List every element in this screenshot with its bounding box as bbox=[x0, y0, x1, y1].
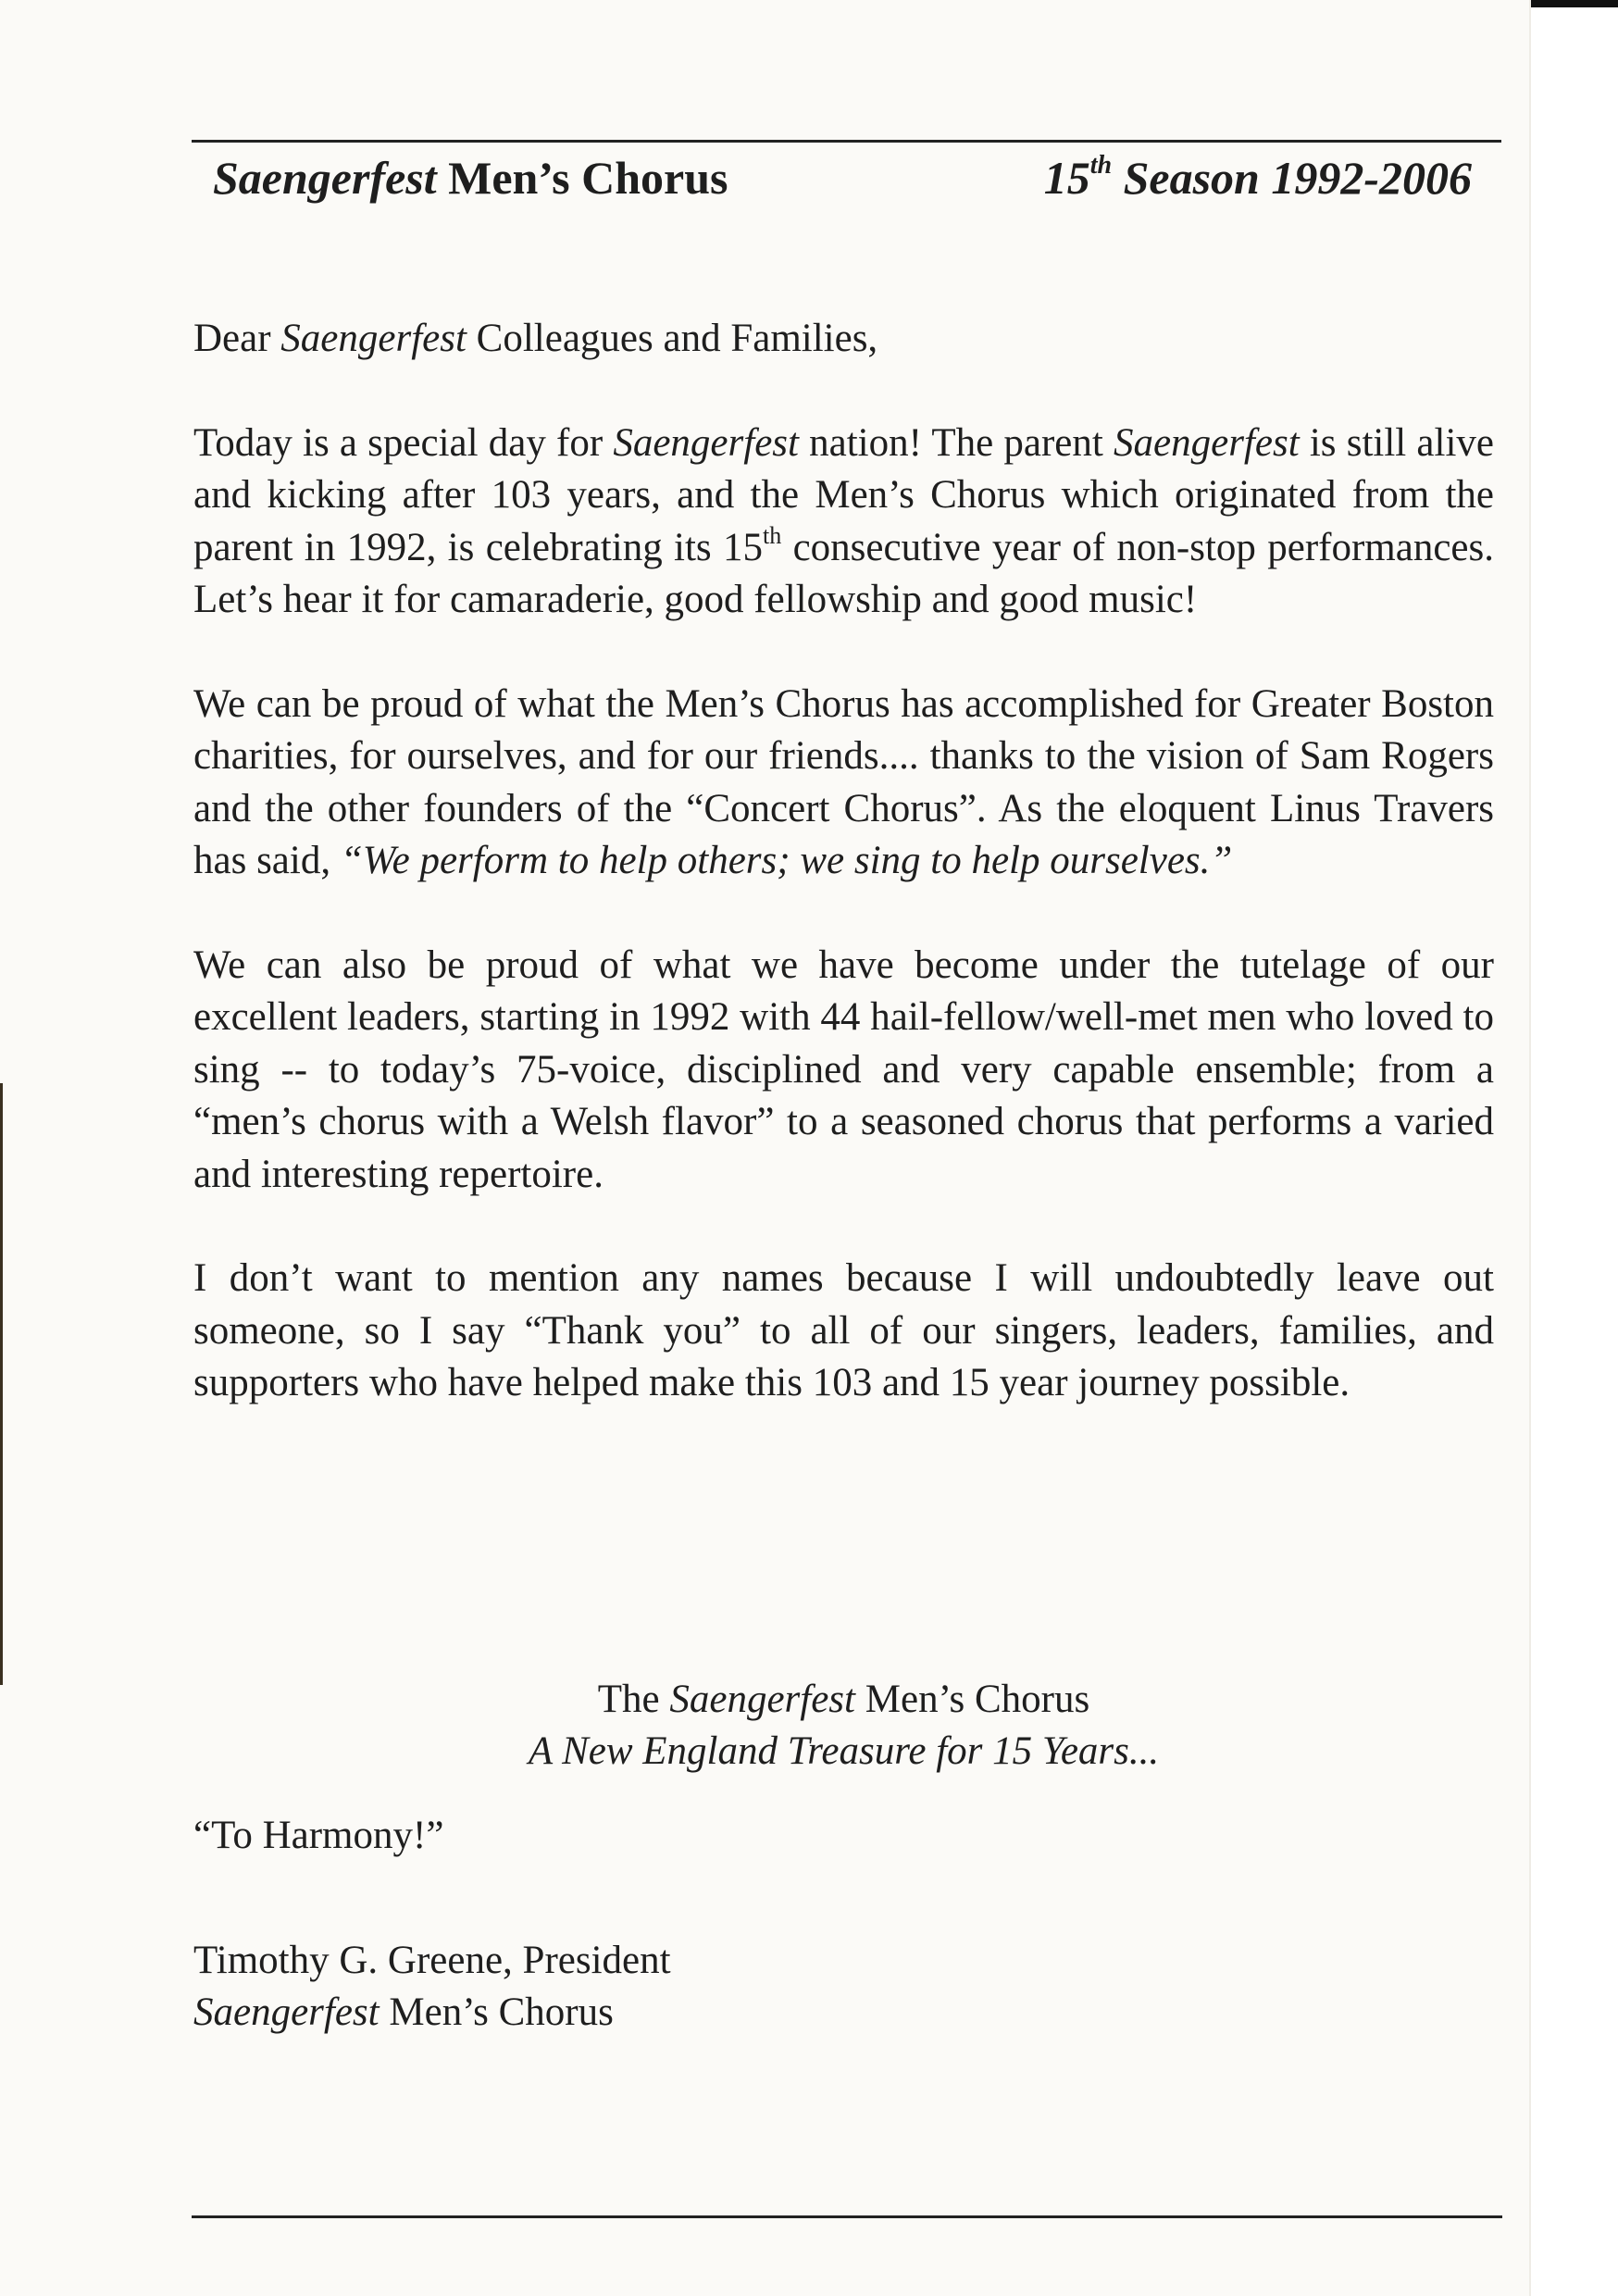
signature-block bbox=[193, 1935, 671, 2039]
p1-italic-b: Saengerfest bbox=[613, 420, 799, 465]
paragraph-4: I don’t want to mention any names because I will undoubtedly leave out someone, so I say “Thank you” to all of our singers, leaders, families, and supporters who have helped make this 103 and 15 year journey possible. bbox=[193, 1256, 1494, 1404]
closing-pre: The bbox=[597, 1678, 670, 1721]
header-season bbox=[1044, 148, 1472, 207]
header-org-rest: Men’s Chorus bbox=[436, 152, 728, 204]
footer-rule bbox=[192, 2215, 1502, 2218]
season-number: 15 bbox=[1043, 152, 1090, 204]
p1-superscript: th bbox=[763, 521, 782, 549]
paragraph-3: We can also be proud of what we have become under the tutelage of our excellent leaders, starting in 1992 with 44 hail-fellow/well-met men who loved to sing -- to today’s 75-voice, disciplined and very capable ensemble; from a “men’s chorus with a Welsh flavor” to a seasoned chorus that performs a varied and interesting repertoire. bbox=[193, 942, 1494, 1196]
signature-org-rest: Men’s Chorus bbox=[379, 1990, 614, 2034]
cheer-line: “To Harmony!” bbox=[193, 1814, 444, 1857]
letter-body bbox=[193, 313, 1494, 1410]
p2-text-a: We can be proud of what the Men’s Chorus has accomplished for Greater Boston charities, for ourselves, and for our friends.... thanks to the vision of Sam Rogers and the other founders of the “Concert Chorus”. As the eloquent Linus Travers has said, bbox=[193, 681, 1494, 882]
closing-line-1 bbox=[193, 1674, 1494, 1726]
paragraph-2 bbox=[193, 679, 1494, 888]
header-org-italic: Saengerfest bbox=[213, 152, 437, 204]
salutation-italic: Saengerfest bbox=[280, 317, 467, 360]
scan-shadow bbox=[1531, 0, 1618, 7]
header-rule bbox=[192, 140, 1501, 143]
season-rest: Season 1992-2006 bbox=[1112, 152, 1472, 204]
scan-left-shadow bbox=[0, 1083, 3, 1685]
header-org-name bbox=[213, 148, 728, 207]
p1-text-a: Today is a special day for bbox=[193, 420, 614, 465]
salutation-post: Colleagues and Families, bbox=[466, 317, 878, 360]
p2-quote: “We perform to help others; we sing to help ourselves.” bbox=[340, 839, 1233, 882]
closing-post: Men’s Chorus bbox=[855, 1678, 1090, 1721]
closing-tagline: A New England Treasure for 15 Years... bbox=[528, 1729, 1160, 1773]
season-suffix: th bbox=[1089, 151, 1113, 180]
closing-italic: Saengerfest bbox=[669, 1678, 855, 1721]
scan-page-edge bbox=[1529, 0, 1618, 2296]
signature-name: Timothy G. Greene, President bbox=[193, 1939, 671, 1982]
closing-line-2 bbox=[193, 1726, 1494, 1778]
salutation-pre: Dear bbox=[193, 317, 281, 360]
signature-org-italic: Saengerfest bbox=[193, 1990, 380, 2034]
p1-text-e: is still alive and kicking after 103 years, and the Men’s Chorus which originated from the parent in 1992, is celebrating its 15 bbox=[193, 420, 1494, 569]
signature-org bbox=[193, 1987, 671, 2039]
paragraph-1 bbox=[193, 418, 1494, 627]
p1-text-c: nation! The parent bbox=[798, 420, 1114, 465]
salutation bbox=[193, 313, 1494, 366]
p1-italic-d: Saengerfest bbox=[1114, 420, 1300, 465]
closing-block bbox=[193, 1674, 1494, 1778]
p1-text-g: consecutive year of non-stop performances. Let’s hear it for camaraderie, good fellowship and good music! bbox=[193, 525, 1494, 621]
